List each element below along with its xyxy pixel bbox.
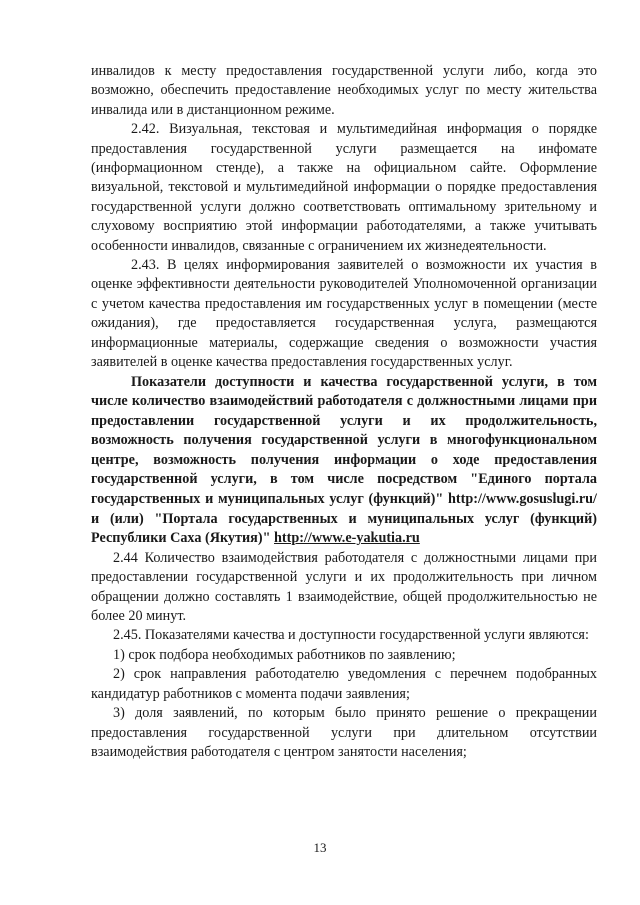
paragraph-2-43: 2.43. В целях информирования заявителей о возможности их участия в оценке эффективности деятельности руководителей Уполномоченной организации с учетом качества предоставления им государственных услуг в помещении (месте ожидания), где предоставляется государственная услуга, размещаются информационные материалы, содержащие сведения о возможности участия заявителей в оценке качества предоставления государственных услуг. xyxy=(91,257,597,371)
list-item-1: 1) срок подбора необходимых работников по заявлению; xyxy=(113,646,456,663)
paragraph-2-45: 2.45. Показателями качества и доступности государственной услуги являются: xyxy=(113,627,589,644)
page-number: 13 xyxy=(313,840,327,855)
eyakutia-link[interactable]: http://www.e-yakutia.ru xyxy=(274,530,420,547)
paragraph-2-42: 2.42. Визуальная, текстовая и мультимедийная информация о порядке предоставления государственной услуги размещается на инфомате (информационном стенде), а также на официальном сайте. Оформление визуальной, текстовой и мультимедийной информации о порядке предоставления государственной услуги должно соответствовать оптимальному зрительному и слуховому восприятию этой информации работодателями, а также учитывать особенности инвалидов, связанные с ограничением их жизнедеятельности. xyxy=(91,121,597,254)
document-page xyxy=(91,62,597,762)
section-heading xyxy=(91,373,597,549)
section-heading-text: Показатели доступности и качества государственной услуги, в том числе количество взаимодействий работодателя с должностными лицами при предоставлении государственной услуги и их продолжительность, возможность получения государственной услуги в многофункциональном центре, возможность получения информации о ходе предоставления государственной услуги, в том числе посредством "Единого портала государственных и муниципальных услуг (функций)" http://www.gosuslugi.ru/ и (или) "Портала государственных и муниципальных услуг (функций) Республики Саха (Якутия)" xyxy=(91,373,597,547)
paragraph-2-44: 2.44 Количество взаимодействия работодателя с должностными лицами при предоставлении государственной услуги и их продолжительность при личном обращении должно составлять 1 взаимодействие, общей продолжительностью не более 20 минут. xyxy=(91,549,597,625)
list-item-2: 2) срок направления работодателю уведомления с перечнем подобранных кандидатур работников с момента подачи заявления; xyxy=(91,666,597,702)
paragraph-continuation: инвалидов к месту предоставления государственной услуги либо, когда это возможно, обеспечить предоставление необходимых услуг по месту жительства инвалида или в дистанционном режиме. xyxy=(91,63,597,118)
list-item-3: 3) доля заявлений, по которым было принято решение о прекращении предоставления государственной услуги при длительном отсутствии взаимодействия работодателя с центром занятости населения; xyxy=(91,705,597,760)
